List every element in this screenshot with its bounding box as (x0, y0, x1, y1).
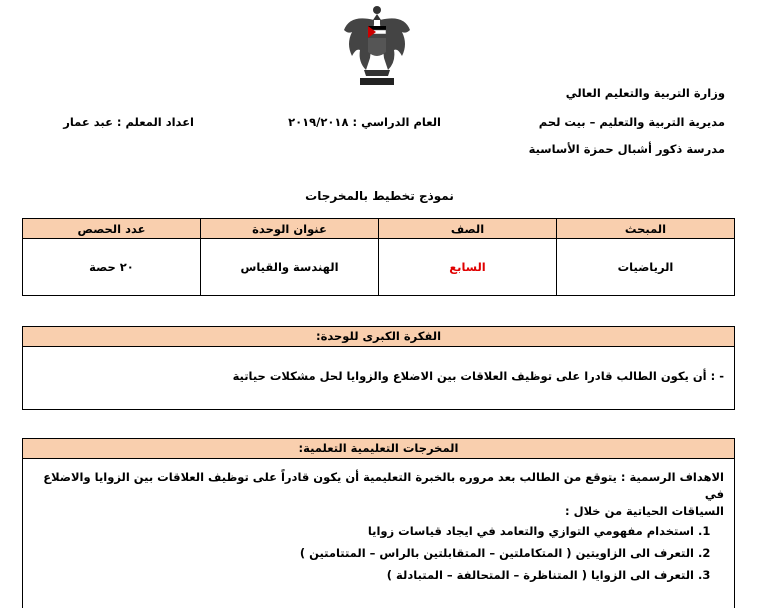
subject-value: الرياضيات (557, 239, 735, 296)
prepared-by: اعداد المعلم : عبد عمار (63, 115, 194, 129)
big-idea-section (22, 326, 735, 410)
header-grade: الصف (379, 219, 557, 239)
header-subject: المبحث (557, 219, 735, 239)
big-idea-title: الفكرة الكبرى للوحدة: (23, 327, 734, 347)
list-item: 2. التعرف الى الزاويتين ( المتكاملتين – المتقابلتين بالراس – المتتامتين ) (33, 542, 694, 564)
unit-title-value: الهندسة والقياس (201, 239, 379, 296)
header-lesson-count: عدد الحصص (23, 219, 201, 239)
official-objectives-intro-cont: السياقات الحياتية من خلال : (564, 504, 724, 518)
learning-outcomes-section (22, 438, 735, 608)
list-item: 1. استخدام مفهومي التوازي والتعامد في ايجاد قياسات زوايا (33, 520, 694, 542)
official-objectives-intro: الاهداف الرسمية : يتوقع من الطالب بعد مروره بالخبرة التعليمية أن يكون قادراً على توظيف العلاقات بين الزوايا والاضلاع في (43, 470, 724, 501)
academic-year: العام الدراسي : ٢٠١٩/٢٠١٨ (288, 115, 441, 129)
table-row (23, 239, 735, 296)
unit-info-table (22, 218, 735, 296)
big-idea-text: - : أن يكون الطالب قادرا على توظيف العلاقات بين الاضلاع والزوايا لحل مشكلات حياتية (232, 369, 724, 383)
header-unit-title: عنوان الوحدة (201, 219, 379, 239)
directorate-name: مديرية التربية والتعليم – بيت لحم (538, 115, 725, 129)
list-item: 3. التعرف الى الزوايا ( المتناظرة – المتحالفة – المتبادلة ) (33, 564, 694, 586)
table-header-row (23, 219, 735, 239)
grade-value: السابع (379, 239, 557, 296)
learning-outcomes-title: المخرجات التعليمية التعلمية: (23, 439, 734, 459)
form-title: نموذج تخطيط بالمخرجات (305, 189, 454, 203)
ministry-name: وزارة التربية والتعليم العالي (565, 86, 725, 100)
objectives-list (33, 520, 724, 586)
lesson-count-value: ٢٠ حصة (23, 239, 201, 296)
palestine-eagle-emblem-icon (340, 4, 414, 88)
school-name: مدرسة ذكور أشبال حمزة الأساسية (528, 142, 725, 156)
